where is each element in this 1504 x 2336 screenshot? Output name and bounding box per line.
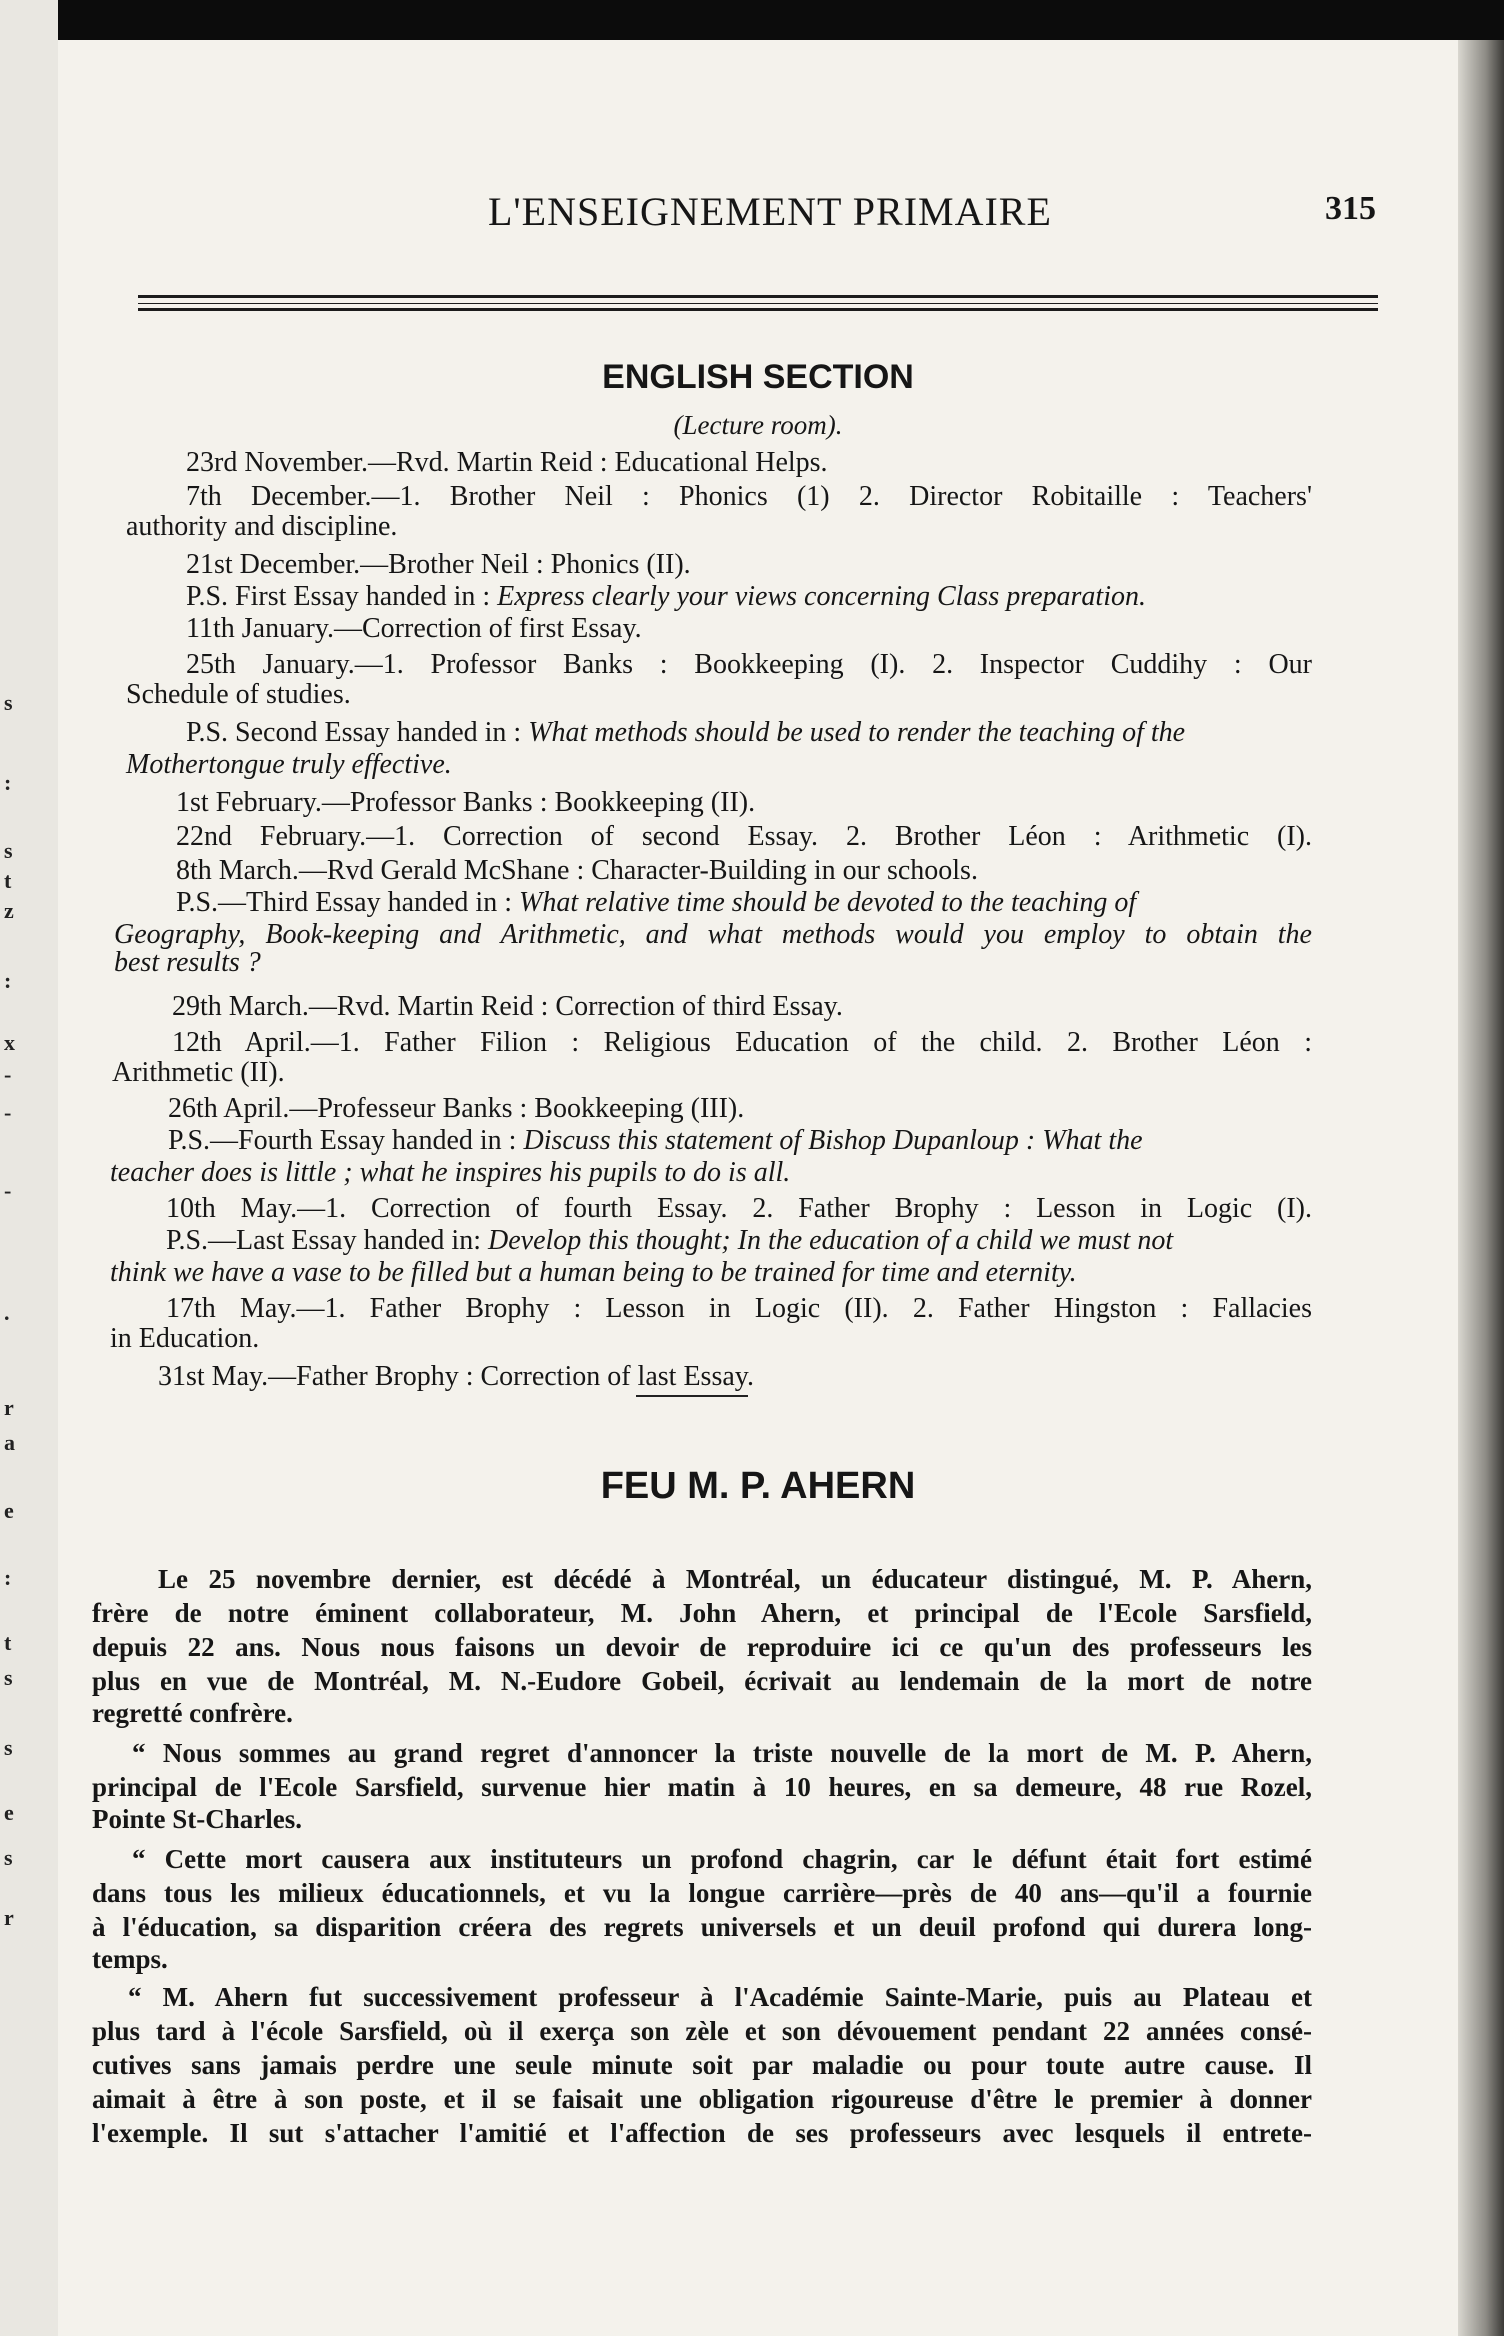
essay-topic: What methods should be used to render the teaching of the [528,717,1186,748]
schedule-line: 1st February.—Professor Banks : Bookkeeping (II). [176,787,756,818]
margin-fragment: s [4,1735,13,1760]
schedule-line [114,918,1312,952]
section-title: ENGLISH SECTION [602,358,914,396]
obituary-line: aimait à être à son poste, et il se faisait une obligation rigoureuse d'être le premier à donner [92,2084,1312,2114]
essay-label: P.S.—Last Essay handed in: [166,1225,481,1256]
schedule-line: 29th March.—Rvd. Martin Reid : Correction of third Essay. [172,991,843,1022]
running-title: L'ENSEIGNEMENT PRIMAIRE [488,189,1052,234]
margin-fragment: a [4,1430,15,1455]
schedule-line: 21st December.—Brother Neil : Phonics (II). [186,549,691,580]
margin-fragment: e [4,1800,14,1825]
margin-fragment: : [4,770,12,795]
margin-fragment: e [4,1498,14,1523]
book-page [58,40,1458,2336]
header-rule-lower [138,308,1378,311]
essay-topic-continued: teacher does is little ; what he inspires his pupils to do is all. [110,1157,791,1188]
section-subtitle: (Lecture room). [673,410,843,440]
essay-topic-continued: Geography, Book-keeping and Arithmetic, and what methods would you employ to obtain the [114,919,1312,950]
margin-fragment: - [4,1100,12,1125]
essay-topic: Discuss this statement of Bishop Dupanloup : What the [523,1125,1143,1156]
schedule-line: 31st May.—Father Brophy : Correction of last Essay. [158,1361,754,1392]
obituary-line: “ Cette mort causera aux instituteurs un profond chagrin, car le défunt était fort estimé [132,1844,1312,1874]
schedule-line: Schedule of studies. [126,679,351,710]
page-header [198,188,1388,248]
margin-fragment: s [4,838,13,863]
obituary-line: cutives sans jamais perdre une seule minute soit par maladie ou pour toute autre cause. Il [92,2050,1312,2080]
obituary-line: regretté confrère. [92,1698,293,1728]
margin-fragment: t [4,1630,12,1655]
schedule-line: 22nd February.—1. Correction of second Essay. 2. Brother Léon : Arithmetic (I). [176,821,1312,852]
margin-fragment: : [4,1565,12,1590]
schedule-line [114,946,261,980]
obituary-line: plus tard à l'école Sarsfield, où il exerça son zèle et son dévouement pendant 22 années consé- [92,2016,1312,2046]
margin-fragment: . [4,1300,10,1325]
schedule-line [126,748,452,782]
schedule-line [186,716,1185,750]
margin-fragment: - [4,1178,12,1203]
obituary-line: dans tous les milieux éducationnels, et vu la longue carrière—près de 40 ans—qu'il a fournie [92,1878,1312,1908]
schedule-line: 10th May.—1. Correction of fourth Essay. 2. Father Brophy : Lesson in Logic (I). [166,1193,1312,1224]
schedule-line: authority and discipline. [126,511,398,542]
essay-label: P.S. Second Essay handed in : [186,717,522,748]
schedule-line: in Education. [110,1323,260,1354]
obituary-line: frère de notre éminent collaborateur, M. John Ahern, et principal de l'Ecole Sarsfield, [92,1598,1312,1628]
schedule-line: 8th March.—Rvd Gerald McShane : Character-Building in our schools. [176,855,978,886]
margin-fragment: r [4,1395,14,1420]
obituary-title: FEU M. P. AHERN [600,1465,916,1507]
page-number: 315 [1325,190,1376,227]
schedule-line: 12th April.—1. Father Filion : Religious Education of the child. 2. Brother Léon : [172,1027,1312,1058]
schedule-line [168,1124,1143,1158]
margin-fragment: x [4,1030,15,1055]
essay-topic-continued: Mothertongue truly effective. [126,749,452,780]
schedule-line: 26th April.—Professeur Banks : Bookkeeping (III). [168,1093,745,1124]
essay-label: P.S.—Fourth Essay handed in : [168,1125,517,1156]
obituary-line: temps. [92,1944,168,1974]
essay-topic: Develop this thought; In the education of a child we must not [488,1225,1174,1256]
left-margin-strip [0,0,58,2336]
margin-fragment: z [4,898,14,923]
margin-fragment: : [4,968,12,993]
schedule-line: 11th January.—Correction of first Essay. [186,613,642,644]
margin-fragment: - [4,1062,12,1087]
section-divider [636,1395,748,1397]
header-rule [138,295,1378,304]
essay-topic: Express clearly your views concerning Class preparation. [497,581,1146,612]
margin-fragment: s [4,690,13,715]
margin-fragment: r [4,1905,14,1930]
obituary-line: depuis 22 ans. Nous nous faisons un devoir de reproduire ici ce qu'un des professeurs les [92,1632,1312,1662]
obituary-line: “ M. Ahern fut successivement professeur à l'Académie Sainte-Marie, puis au Plateau et [128,1982,1312,2012]
margin-fragment: s [4,1665,13,1690]
schedule-line [166,1224,1173,1258]
schedule-line: 25th January.—1. Professor Banks : Bookkeeping (I). 2. Inspector Cuddihy : Our [186,649,1312,680]
margin-fragment: t [4,868,12,893]
essay-label: P.S. First Essay handed in : [186,581,491,612]
obituary-line: plus en vue de Montréal, M. N.-Eudore Gobeil, écrivait au lendemain de la mort de notre [92,1666,1312,1696]
schedule-line: 23rd November.—Rvd. Martin Reid : Educational Helps. [186,447,828,478]
obituary-line: à l'éducation, sa disparition créera des regrets universels et un deuil profond qui durera long- [92,1912,1312,1942]
margin-fragment: s [4,1845,13,1870]
obituary-line: Le 25 novembre dernier, est décédé à Montréal, un éducateur distingué, M. P. Ahern, [158,1564,1312,1594]
essay-topic-continued: think we have a vase to be filled but a human being to be trained for time and eternity. [110,1257,1077,1288]
essay-topic: What relative time should be devoted to the teaching of [519,887,1137,918]
page-edge-shadow [1458,40,1504,2336]
schedule-line: 17th May.—1. Father Brophy : Lesson in Logic (II). 2. Father Hingston : Fallacies [166,1293,1312,1324]
obituary-line: principal de l'Ecole Sarsfield, survenue hier matin à 10 heures, en sa demeure, 48 rue Rozel, [92,1772,1312,1802]
essay-label: P.S.—Third Essay handed in : [176,887,512,918]
obituary-line: l'exemple. Il sut s'attacher l'amitié et l'affection de ses professeurs avec lesquels il entrete- [92,2118,1312,2148]
schedule-line: 7th December.—1. Brother Neil : Phonics (1) 2. Director Robitaille : Teachers' [186,481,1312,512]
schedule-line [110,1256,1077,1290]
schedule-line: Arithmetic (II). [112,1057,285,1088]
schedule-line [110,1156,790,1190]
obituary-line: Pointe St-Charles. [92,1804,302,1834]
schedule-line [186,580,1146,614]
essay-topic-continued: best results ? [114,947,261,978]
schedule-line [176,886,1136,920]
obituary-line: “ Nous sommes au grand regret d'annoncer la triste nouvelle de la mort de M. P. Ahern, [132,1738,1312,1768]
